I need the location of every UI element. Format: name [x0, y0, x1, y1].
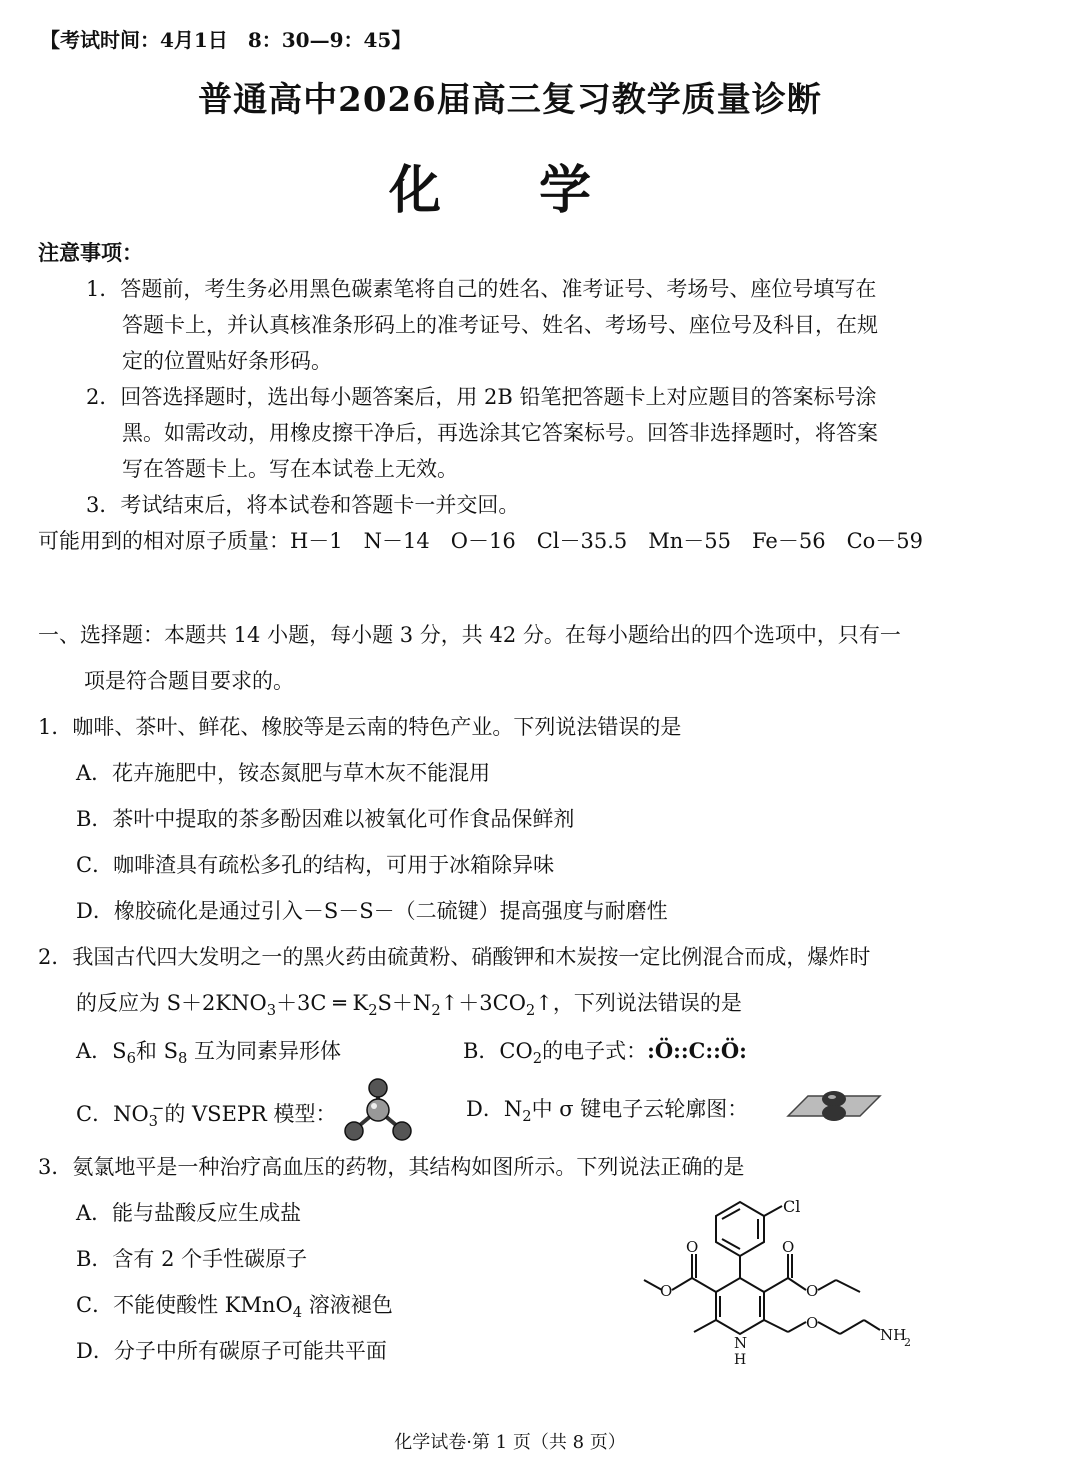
question-3-option-d: D．分子中所有碳原子可能共平面	[76, 1339, 387, 1363]
subscript: 3	[266, 1002, 277, 1020]
question-1-option-a: A．花卉施肥中，铵态氮肥与草木灰不能混用	[76, 761, 491, 785]
option-text: 的电子式：	[542, 1039, 648, 1063]
notice-item-1-line-3: 定的位置贴好条形码。	[122, 349, 332, 373]
svg-text:O: O	[782, 1238, 795, 1256]
subscript: 2	[368, 1002, 378, 1020]
question-2-option-b	[463, 1036, 747, 1074]
option-text: 和 S	[135, 1039, 178, 1063]
atomic-masses: 可能用到的相对原子质量：H－1 N－14 O－16 Cl－35.5 Mn－55 Fe－56 Co－59	[38, 529, 924, 553]
notice-heading: 注意事项：	[38, 240, 143, 265]
amine-label: NH	[880, 1326, 907, 1344]
question-2-stem-line-2	[76, 988, 742, 1026]
question-3-option-a: A．能与盐酸反应生成盐	[76, 1201, 302, 1225]
page-footer: 化学试卷·第 1 页（共 8 页）	[394, 1432, 626, 1453]
question-2-option-c	[76, 1094, 337, 1137]
option-text: 互为同素异形体	[187, 1039, 342, 1063]
subscript: 2	[431, 1002, 441, 1020]
subscript: 6	[126, 1050, 136, 1068]
question-1-option-c: C．咖啡渣具有疏松多孔的结构，可用于冰箱除异味	[76, 853, 555, 877]
option-text: 中 σ 键电子云轮廓图：	[531, 1097, 749, 1121]
subject-title: 化 学	[388, 160, 632, 221]
notice-item-1-line-1: 1．答题前，考生务必用黑色碳素笔将自己的姓名、准考证号、考场号、座位号填写在	[86, 277, 877, 301]
section-1-heading-line-1: 一、选择题：本题共 14 小题，每小题 3 分，共 42 分。在每小题给出的四个选项中，只有一	[38, 623, 901, 647]
subscript: 3	[148, 1113, 159, 1131]
svg-text:O: O	[660, 1282, 673, 1300]
sigma-bond-image	[786, 1088, 882, 1128]
option-text: C．不能使酸性 KMnO	[76, 1293, 293, 1317]
option-text: B．CO	[463, 1039, 533, 1063]
equation-part: ＋3C ═ K	[276, 991, 369, 1015]
equation-part: S＋N	[377, 991, 432, 1015]
svg-text:O: O	[806, 1314, 819, 1332]
notice-item-1-line-2: 答题卡上，并认真核准条形码上的准考证号、姓名、考场号、座位号及科目，在规	[122, 313, 878, 337]
notice-item-2-line-1: 2．回答选择题时，选出每小题答案后，用 2B 铅笔把答题卡上对应题目的答案标号涂	[86, 385, 877, 409]
option-text: 的 VSEPR 模型：	[164, 1102, 337, 1126]
question-1-stem: 1．咖啡、茶叶、鲜花、橡胶等是云南的特色产业。下列说法错误的是	[38, 715, 682, 739]
question-2-option-d	[466, 1094, 748, 1132]
option-text: C．NO	[76, 1102, 149, 1126]
question-3-option-b: B．含有 2 个手性碳原子	[76, 1247, 308, 1271]
exam-time: 【考试时间：4月1日 8：30—9：45】	[40, 28, 412, 52]
option-text: 溶液褪色	[302, 1293, 393, 1317]
amine-subscript: 2	[904, 1336, 911, 1349]
superscript: −	[152, 1100, 165, 1117]
equation-part: ↑，下列说法错误的是	[535, 991, 742, 1015]
ring-nitrogen-label: N	[734, 1334, 748, 1352]
section-1-heading-line-2: 项是符合题目要求的。	[84, 669, 294, 693]
svg-text:O: O	[686, 1238, 699, 1256]
question-2-option-a	[76, 1036, 341, 1074]
amlodipine-structure	[636, 1196, 926, 1376]
vsepr-model-image	[338, 1078, 418, 1148]
svg-text:O: O	[806, 1282, 819, 1300]
electron-formula: :Ö::C::Ö:	[647, 1038, 747, 1063]
subscript: 2	[532, 1050, 543, 1068]
question-3-stem: 3．氨氯地平是一种治疗高血压的药物，其结构如图所示。下列说法正确的是	[38, 1155, 745, 1179]
question-1-option-b: B．茶叶中提取的茶多酚因难以被氧化可作食品保鲜剂	[76, 807, 575, 831]
notice-item-2-line-3: 写在答题卡上。写在本试卷上无效。	[122, 457, 458, 481]
chlorine-label: Cl	[783, 1197, 801, 1216]
ring-hydrogen-label: H	[734, 1352, 747, 1368]
subscript: 8	[177, 1050, 188, 1068]
question-1-option-d: D．橡胶硫化是通过引入－S－S－（二硫键）提高强度与耐磨性	[76, 899, 668, 923]
exam-title: 普通高中2026届高三复习教学质量诊断	[198, 80, 822, 120]
option-text: D．N	[466, 1097, 523, 1121]
option-text: A．S	[76, 1039, 127, 1063]
notice-item-2-line-2: 黑。如需改动，用橡皮擦干净后，再选涂其它答案标号。回答非选择题时，将答案	[122, 421, 878, 445]
question-2-stem-line-1: 2．我国古代四大发明之一的黑火药由硫黄粉、硝酸钾和木炭按一定比例混合而成，爆炸时	[38, 945, 871, 969]
question-3-option-c	[76, 1290, 393, 1328]
equation-part: ↑＋3CO	[440, 991, 526, 1015]
subscript: 4	[292, 1304, 303, 1322]
subscript: 2	[525, 1002, 536, 1020]
subscript: 2	[522, 1108, 532, 1126]
equation-part: 的反应为 S＋2KNO	[76, 991, 267, 1015]
notice-item-3: 3．考试结束后，将本试卷和答题卡一并交回。	[86, 493, 520, 517]
